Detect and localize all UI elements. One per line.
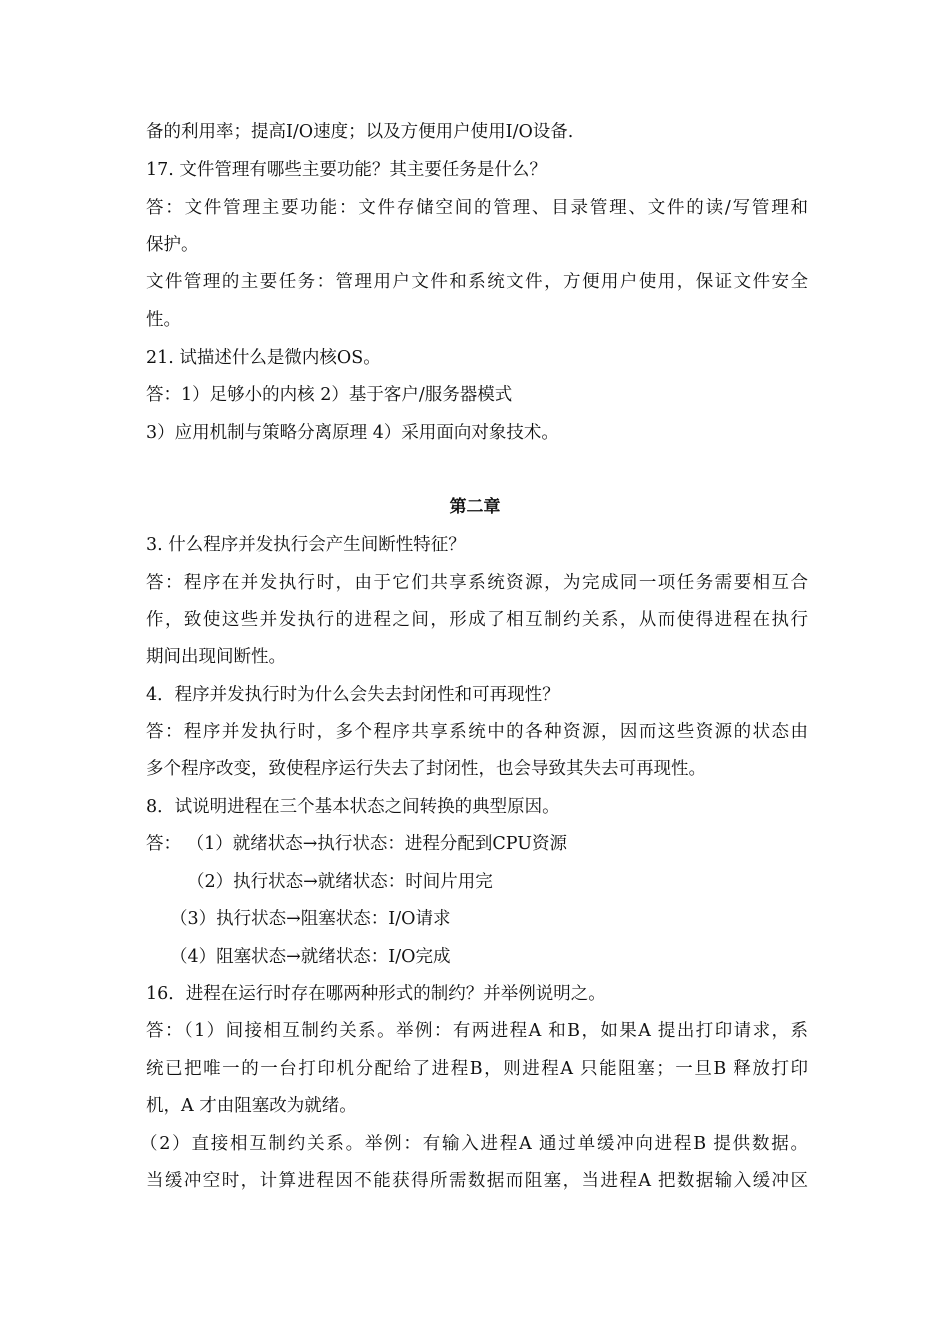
- text-line: 文件管理的主要任务：管理用户文件和系统文件，方便用户使用，保证文件安全: [146, 272, 808, 292]
- answer-line: 答：文件管理主要功能：文件存储空间的管理、目录管理、文件的读/写管理和: [146, 198, 808, 218]
- question-line: 21. 试描述什么是微内核OS。: [146, 348, 381, 368]
- answer-line: 答：程序并发执行时，多个程序共享系统中的各种资源，因而这些资源的状态由: [146, 722, 808, 742]
- text-line: 当缓冲空时，计算进程因不能获得所需数据而阻塞，当进程A 把数据输入缓冲区: [146, 1171, 808, 1191]
- answer-line: 答：程序在并发执行时，由于它们共享系统资源，为完成同一项任务需要相互合: [146, 573, 808, 593]
- answer-line: 答：（1）间接相互制约关系。举例：有两进程A 和B，如果A 提出打印请求，系: [146, 1021, 808, 1041]
- answer-line: 答：1）足够小的内核 2）基于客户/服务器模式: [146, 385, 513, 405]
- text-line: 机，A 才由阻塞改为就绪。: [146, 1096, 357, 1116]
- list-item: （2）执行状态→就绪状态：时间片用完: [187, 872, 493, 892]
- text-line: 期间出现间断性。: [146, 647, 286, 667]
- answer-line: 答： （1）就绪状态→执行状态：进程分配到CPU资源: [146, 834, 567, 854]
- list-item: （4）阻塞状态→就绪状态：I/O完成: [170, 947, 451, 967]
- text-line: 统已把唯一的一台打印机分配给了进程B，则进程A 只能阻塞；一旦B 释放打印: [146, 1059, 808, 1079]
- text-line: （2）直接相互制约关系。举例：有输入进程A 通过单缓冲向进程B 提供数据。: [140, 1134, 808, 1154]
- chapter-heading: 第二章: [449, 497, 501, 517]
- question-line: 3. 什么程序并发执行会产生间断性特征？: [146, 535, 466, 555]
- question-line: 16．进程在运行时存在哪两种形式的制约？并举例说明之。: [146, 984, 606, 1004]
- question-line: 8．试说明进程在三个基本状态之间转换的典型原因。: [146, 797, 560, 817]
- text-line: 作，致使这些并发执行的进程之间，形成了相互制约关系，从而使得进程在执行: [146, 610, 808, 630]
- text-line: 多个程序改变，致使程序运行失去了封闭性，也会导致其失去可再现性。: [146, 759, 706, 779]
- text-line: 备的利用率；提高I/O速度；以及方便用户使用I/O设备.: [146, 122, 574, 142]
- list-item: （3）执行状态→阻塞状态：I/O请求: [170, 909, 451, 929]
- text-line: 性。: [146, 310, 181, 330]
- text-line: 保护。: [146, 235, 199, 255]
- question-line: 4．程序并发执行时为什么会失去封闭性和可再现性？: [146, 685, 560, 705]
- question-line: 17. 文件管理有哪些主要功能？其主要任务是什么？: [146, 160, 547, 180]
- text-line: 3）应用机制与策略分离原理 4）采用面向对象技术。: [146, 423, 559, 443]
